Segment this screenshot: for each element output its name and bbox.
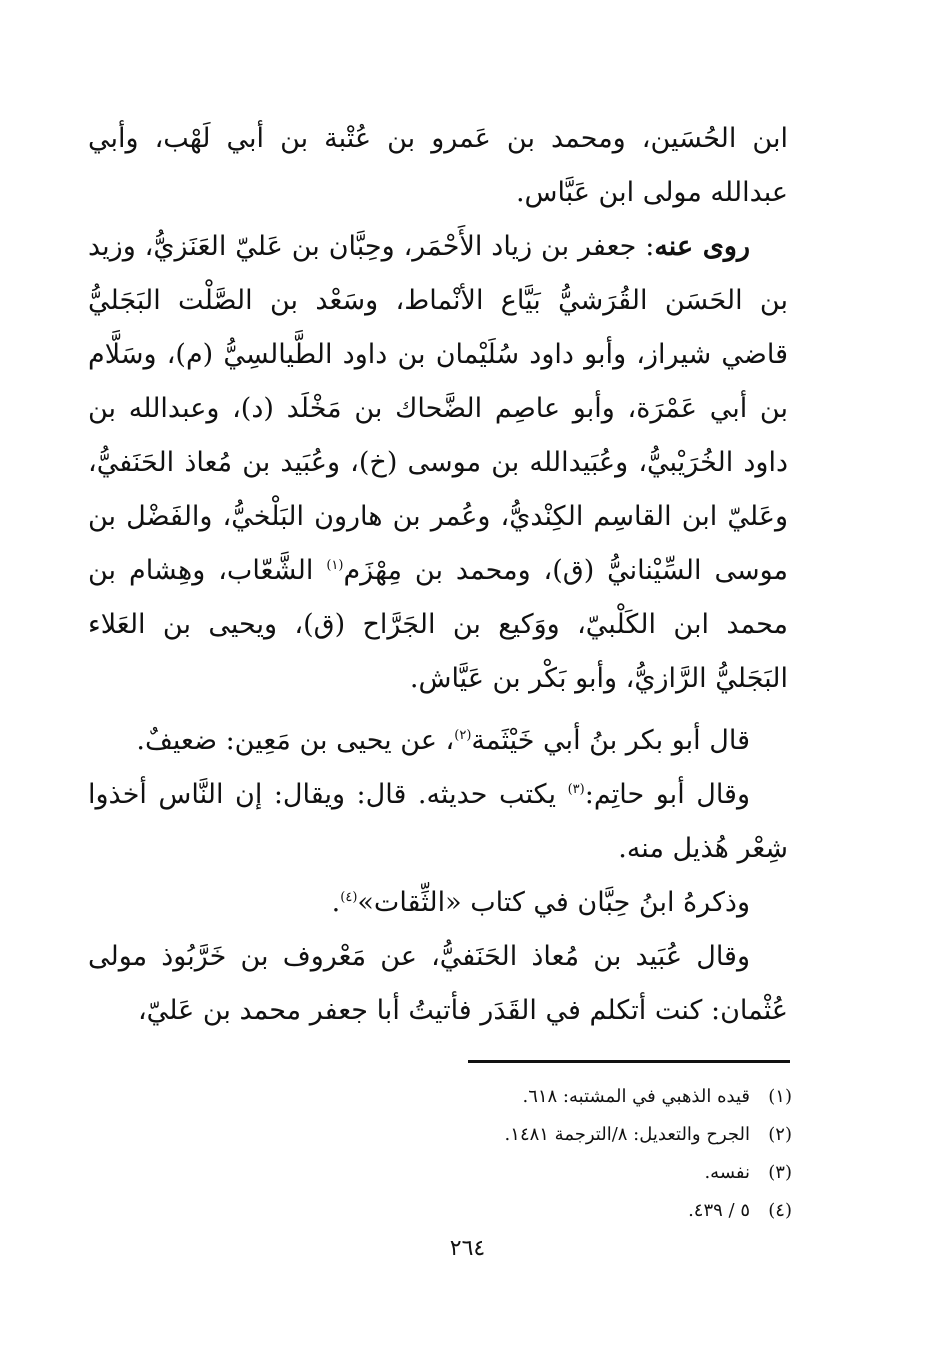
footnote-rule [468,1060,790,1063]
footnote-text: نفسه. [704,1162,750,1183]
narrators-list-a: جعفر بن زياد الأَحْمَر، وحِبَّان بن عَليّ العَنَزيُّ، وزيد بن الحَسَن القُرَشيُّ بَيَّاع الأنْماط، وسَعْد بن الصَّلْت البَجَليُّ قاضي شيراز، وأبو داود سُلَيْمان بن داود الطَّيالسِيُّ (م)، وسَلَّام بن أبي عَمْرَة، وأبو عاصِم الضَّحاك بن مَخْلَد (د)، وعبدالله بن داود الخُرَيْبيُّ، وعُبَيدالله بن موسى (خ)، وعُبَيد بن مُعاذ الحَنَفيُّ، وعَليّ ابن القاسِم الكِنْديُّ، وعُمر بن هارون البَلْخيُّ، والفَضْل بن موسى السِّيْنانيُّ (ق)، ومحمد بن مِهْزَم [88,231,788,586]
footnote-item [400,1078,792,1116]
rawi-label: روى عنه [654,231,751,262]
quote-3b: . [331,887,341,918]
footnote-marker-3: (٣) [567,782,585,797]
paragraph-ibn-hibban [88,876,788,930]
quote-1b: ، عن يحيى بن مَعِين: ضعيفٌ. [136,725,455,756]
footnote-item [400,1116,792,1154]
quote-1a: قال أبو بكر بنُ أبي خَيْثَمة [471,725,750,756]
footnote-number: (١) [768,1086,792,1107]
quote-3a: وذكرهُ ابنُ حِبَّان في كتاب «الثِّقات» [357,887,750,918]
footnotes [400,1078,792,1230]
paragraph-teachers: ابن الحُسَين، ومحمد بن عَمرو بن عُتْبة بن أبي لَهْب، وأبي عبدالله مولى ابن عَبَّاس. [88,123,788,208]
main-text [88,112,788,1038]
paragraph-ubaid: وقال عُبَيد بن مُعاذ الحَنَفيُّ، عن مَعْروف بن خَرَّبُوذ مولى عُثْمان: كنت أتكلم في القَدَر فأتيتُ أبا جعفر محمد بن عَليّ، [88,941,788,1026]
quote-2a: وقال أبو حاتِم: [584,779,750,810]
footnote-number: (٤) [768,1200,792,1221]
footnote-item [400,1192,792,1230]
quote-2b: يكتب حديثه. قال: ويقال: إن النَّاس أخذوا شِعْر هُذيل منه. [88,779,788,864]
footnote-number: (٢) [768,1124,792,1145]
paragraph-ibn-maeen [88,714,788,768]
footnote-text: قيده الذهبي في المشتبه: ٦١٨. [522,1086,750,1107]
footnote-number: (٣) [768,1162,792,1183]
narrators-list-b: الشَّعّاب، وهِشام بن محمد ابن الكَلْبيّ، ووَكيع بن الجَرَّاح (ق)، ويحيى بن العَلاء البَجَليُّ الرَّازيُّ، وأبو بَكْر بن عَيَّاش. [88,555,788,694]
rawi-sep: : [636,231,655,262]
paragraph-gap [88,706,788,714]
paragraph-abu-hatim [88,768,788,876]
footnote-marker-4: (٤) [340,890,358,905]
footnote-text: الجرح والتعديل: ٨/الترجمة ١٤٨١. [504,1124,750,1145]
footnote-item [400,1154,792,1192]
footnote-marker-2: (٢) [454,728,472,743]
footnote-text: ٥ / ٤٣٩. [688,1200,750,1221]
footnote-marker-1: (١) [326,558,344,573]
paragraph-narrators [88,220,788,706]
page-number: ٢٦٤ [449,1236,486,1261]
